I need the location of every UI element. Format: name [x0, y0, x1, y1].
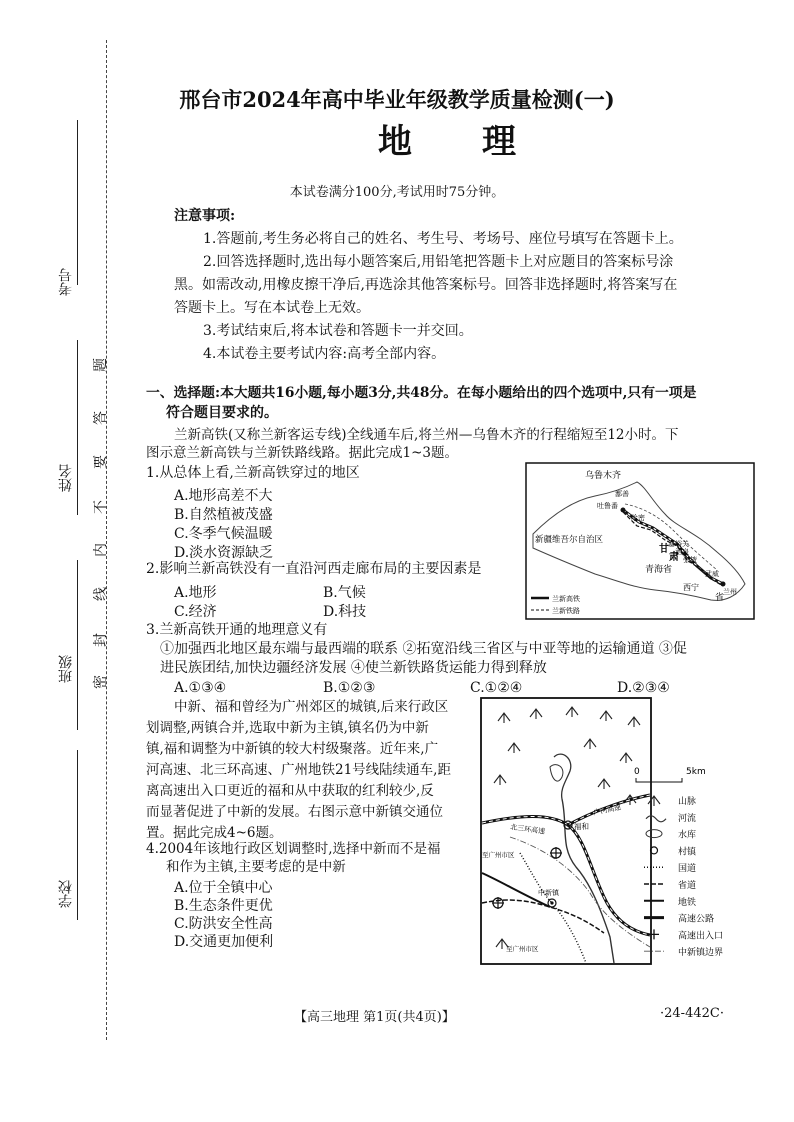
scale-five-km: 5km	[686, 767, 706, 777]
label-shanshan: 鄯善	[615, 490, 629, 498]
exam-title: 邢台市2024年高中毕业年级教学质量检测(一)	[179, 87, 615, 112]
legend-hsr: 兰新高铁	[552, 595, 580, 603]
legend-symbol-3	[651, 847, 658, 854]
lanxin-railway-map	[525, 462, 755, 620]
class-label: 班级	[58, 655, 74, 683]
intro-1: 兰新高铁(又称兰新客运专线)全线通车后,将兰州—乌鲁木齐的行程缩短至12小时。下	[174, 427, 679, 443]
label-su: 肃	[669, 552, 679, 563]
label-urumqi: 乌鲁木齐	[585, 471, 622, 481]
label-zhongxin: 中新镇	[538, 889, 559, 897]
label-beisanhuan: 北三环高速	[509, 823, 546, 836]
q3-stem: 3.兰新高铁开通的地理意义有	[146, 622, 328, 638]
note-4: 4.本试卷主要考试内容:高考全部内容。	[203, 346, 446, 362]
legend-label-2: 水库	[678, 830, 697, 841]
label-gan: 甘	[659, 544, 669, 555]
legend-label-1: 河流	[678, 813, 697, 824]
exam-info: 本试卷满分100分,考试用时75分钟。	[289, 185, 505, 200]
scale-zero: 0	[634, 767, 640, 777]
label-xining: 西宁	[683, 583, 699, 592]
note-2-end: 答题卡上。写在本试卷上无效。	[174, 300, 370, 316]
label-lanzhou: 兰州	[723, 588, 737, 596]
intro-1-cont: 图示意兰新高铁与兰新铁路线路。据此完成1~3题。	[146, 445, 458, 461]
q1-option-d[interactable]: D.淡水资源缺乏	[174, 545, 274, 561]
q3-statements-cont: 进民族团结,加快边疆经济发展 ④使兰新铁路货运能力得到释放	[160, 660, 547, 676]
section-heading: 一、选择题:本大题共16小题,每小题3分,共48分。在每小题给出的四个选项中,只有一项是	[146, 385, 697, 401]
exam-no-field[interactable]	[77, 120, 78, 285]
seal-char-5: 线	[93, 587, 109, 601]
class-field[interactable]	[77, 560, 78, 730]
label-guanghe: 广河高速	[592, 803, 622, 817]
intro-2-l6: 而显著促进了中新的发展。右图示意中新镇交通位	[146, 804, 443, 820]
q2-option-a[interactable]: A.地形	[174, 585, 217, 601]
label-qinghai: 青海省	[645, 565, 673, 575]
zhongxin-map-legend	[634, 760, 772, 972]
legend-label-9: 中新镇边界	[678, 948, 724, 959]
q2-option-c[interactable]: C.经济	[174, 604, 217, 620]
legend-label-3: 村镇	[678, 847, 697, 858]
footer-page-info: 【高三地理 第1页(共4页)】	[294, 1010, 455, 1025]
intro-2-l3: 镇,福和调整为中新镇的较大村级聚落。近年来,广	[146, 741, 439, 757]
q1-option-a[interactable]: A.地形高差不大	[174, 488, 273, 504]
note-1: 1.答题前,考生务必将自己的姓名、考生号、考场号、座位号填写在答题卡上。	[203, 231, 683, 247]
school-field[interactable]	[77, 750, 78, 920]
intro-2-l5: 离高速出入口更近的福和从中获取的红利较少,反	[146, 783, 434, 799]
zhongxin-traffic-map	[480, 697, 652, 965]
seal-char-1: 答	[93, 411, 109, 425]
label-to-city-1: 至广州市区	[482, 851, 515, 859]
q1-option-b[interactable]: B.自然植被茂盛	[174, 507, 273, 523]
section-heading-cont: 符合题目要求的。	[166, 405, 278, 421]
q1-option-c[interactable]: C.冬季气候温暖	[174, 526, 273, 542]
label-xinjiang: 新疆维吾尔自治区	[535, 535, 604, 545]
note-3: 3.考试结束后,将本试卷和答题卡一并交回。	[203, 323, 473, 339]
label-sheng: 省	[715, 593, 725, 603]
q3-option-c[interactable]: C.①②④	[470, 680, 523, 696]
q3-statements: ①加强西北地区最东端与最西端的联系 ②拓宽沿线三省区与中亚等地的运输通道 ③促	[160, 641, 687, 657]
q4-option-a[interactable]: A.位于全镇中心	[174, 880, 273, 896]
exam-no-label: 考号	[58, 268, 74, 296]
q2-option-b[interactable]: B.气候	[323, 585, 366, 601]
notes-heading: 注意事项:	[174, 208, 236, 224]
label-fuhe: 福和	[574, 822, 589, 831]
intro-2-l7: 置。据此完成4~6题。	[146, 825, 283, 841]
label-turpan: 吐鲁番	[597, 502, 618, 510]
label-jiayuguan: 嘉峪关	[668, 540, 689, 548]
q3-option-b[interactable]: B.①②③	[323, 680, 376, 696]
q4-option-b[interactable]: B.生态条件更优	[174, 898, 273, 914]
legend-label-6: 地铁	[678, 897, 697, 908]
seal-char-0: 题	[93, 358, 109, 372]
legend-label-8: 高速出入口	[678, 931, 724, 942]
q3-option-d[interactable]: D.②③④	[617, 680, 670, 696]
seal-char-7: 密	[93, 675, 109, 689]
q4-option-c[interactable]: C.防洪安全性高	[174, 916, 273, 932]
name-label: 姓名	[58, 464, 74, 492]
note-2: 2.回答选择题时,选出每小题答案后,用铅笔把答题卡上对应题目的答案标号涂	[203, 254, 674, 270]
label-jiuquan: 酒泉	[675, 548, 689, 556]
name-field[interactable]	[77, 340, 78, 515]
seal-char-4: 内	[93, 543, 109, 557]
legend-label-7: 高速公路	[678, 914, 715, 925]
label-to-city-2: 至广州市区	[506, 945, 539, 953]
legend-label-5: 省道	[678, 881, 697, 891]
q2-option-d[interactable]: D.科技	[323, 604, 367, 620]
intro-2-l1: 中新、福和曾经为广州郊区的城镇,后来行政区	[174, 699, 449, 715]
legend-rail: 兰新铁路	[552, 607, 580, 615]
seal-char-3: 不	[93, 500, 109, 514]
seal-char-6: 封	[93, 633, 109, 647]
label-zhangye: 张掖	[683, 556, 697, 564]
seal-char-2: 要	[93, 455, 109, 469]
legend-label-0: 山脉	[678, 797, 697, 807]
legend-label-4: 国道	[678, 864, 697, 875]
label-hami: 哈密	[631, 514, 645, 522]
q4-stem-cont: 和作为主镇,主要考虑的是中新	[166, 859, 346, 875]
label-wuwei: 武威	[705, 570, 719, 578]
q4-option-d[interactable]: D.交通更加便利	[174, 934, 274, 950]
subject-title: 地理	[378, 122, 586, 162]
intro-2-l4: 河高速、北三环高速、广州地铁21号线陆续通车,距	[146, 762, 451, 778]
q4-stem: 4.2004年该地行政区划调整时,选择中新而不是福	[146, 841, 441, 857]
q3-option-a[interactable]: A.①③④	[174, 680, 227, 696]
footer-code: ·24-442C·	[660, 1006, 724, 1021]
q1-stem: 1.从总体上看,兰新高铁穿过的地区	[146, 465, 360, 481]
school-label: 学校	[58, 880, 74, 908]
q2-stem: 2.影响兰新高铁没有一直沿河西走廊布局的主要因素是	[146, 561, 482, 577]
note-2-cont: 黑。如需改动,用橡皮擦干净后,再选涂其他答案标号。回答非选择题时,将答案写在	[174, 277, 678, 293]
intro-2-l2: 划调整,两镇合并,选取中新为主镇,镇名仍为中新	[146, 720, 429, 736]
